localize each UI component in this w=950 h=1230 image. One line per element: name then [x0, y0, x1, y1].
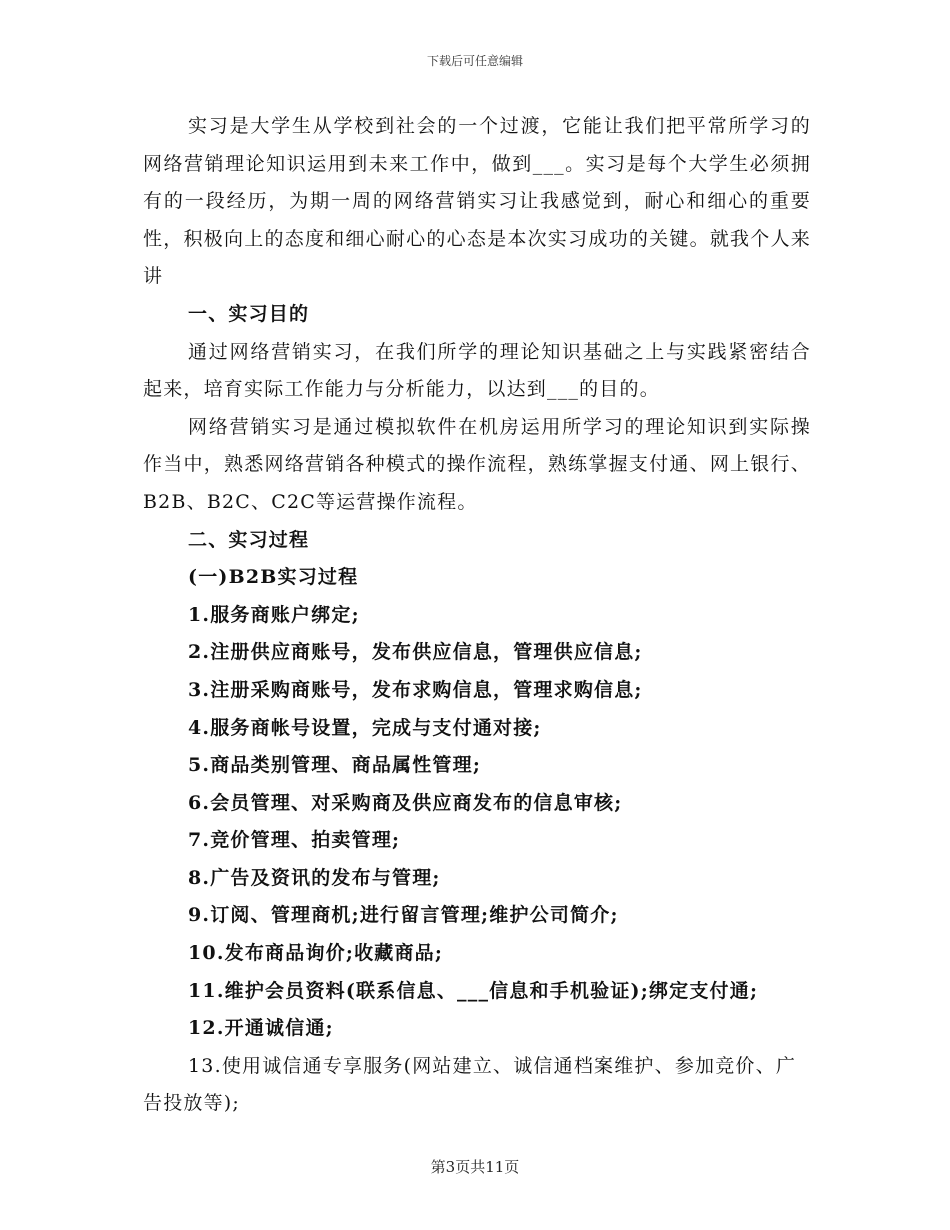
- list-item: 8.广告及资讯的发布与管理;: [188, 866, 441, 889]
- section-heading-purpose: 一、实习目的: [188, 302, 310, 325]
- list-item: 4.服务商帐号设置，完成与支付通对接;: [188, 716, 542, 739]
- intro-paragraph: 实习是大学生从学校到社会的一个过渡，它能让我们把平常所学习的网络营销理论知识运用到未来工作中，做到___。实习是每个大学生必须拥有的一段经历，为期一周的网络营销实习让我感觉到，耐心和细心的重要性，积极向上的态度和细心耐心的心态是本次实习成功的关键。就我个人来讲: [143, 115, 811, 288]
- purpose-paragraph-1: 通过网络营销实习，在我们所学的理论知识基础之上与实践紧密结合起来，培育实际工作能力与分析能力，以达到___的目的。: [143, 340, 811, 401]
- page-footer: 第3页共11页: [430, 1158, 520, 1176]
- list-item: 12.开通诚信通;: [188, 1017, 334, 1040]
- section-heading-process: 二、实习过程: [188, 528, 310, 551]
- list-item: 10.发布商品询价;收藏商品;: [188, 942, 444, 965]
- list-item: 1.服务商账户绑定;: [188, 603, 360, 626]
- subheading-b2b: (一)B2B实习过程: [188, 566, 359, 589]
- list-item-13: 13.使用诚信通专享服务(网站建立、诚信通档案维护、参加竞价、广告投放等);: [143, 1054, 797, 1115]
- list-item: 3.注册采购商账号，发布求购信息，管理求购信息;: [188, 678, 643, 701]
- page-header: 下载后可任意编辑: [426, 54, 523, 68]
- document-body: [143, 108, 811, 1123]
- list-item: 2.注册供应商账号，发布供应信息，管理供应信息;: [188, 641, 643, 664]
- list-item: 9.订阅、管理商机;进行留言管理;维护公司简介;: [188, 904, 619, 927]
- list-item: 5.商品类别管理、商品属性管理;: [188, 754, 482, 777]
- list-item: 6.会员管理、对采购商及供应商发布的信息审核;: [188, 791, 623, 814]
- list-item: 11.维护会员资料(联系信息、___信息和手机验证);绑定支付通;: [188, 979, 759, 1002]
- purpose-paragraph-2: 网络营销实习是通过模拟软件在机房运用所学习的理论知识到实际操作当中，熟悉网络营销各种模式的操作流程，熟练掌握支付通、网上银行、B2B、B2C、C2C等运营操作流程。: [143, 415, 811, 513]
- list-item: 7.竞价管理、拍卖管理;: [188, 829, 401, 852]
